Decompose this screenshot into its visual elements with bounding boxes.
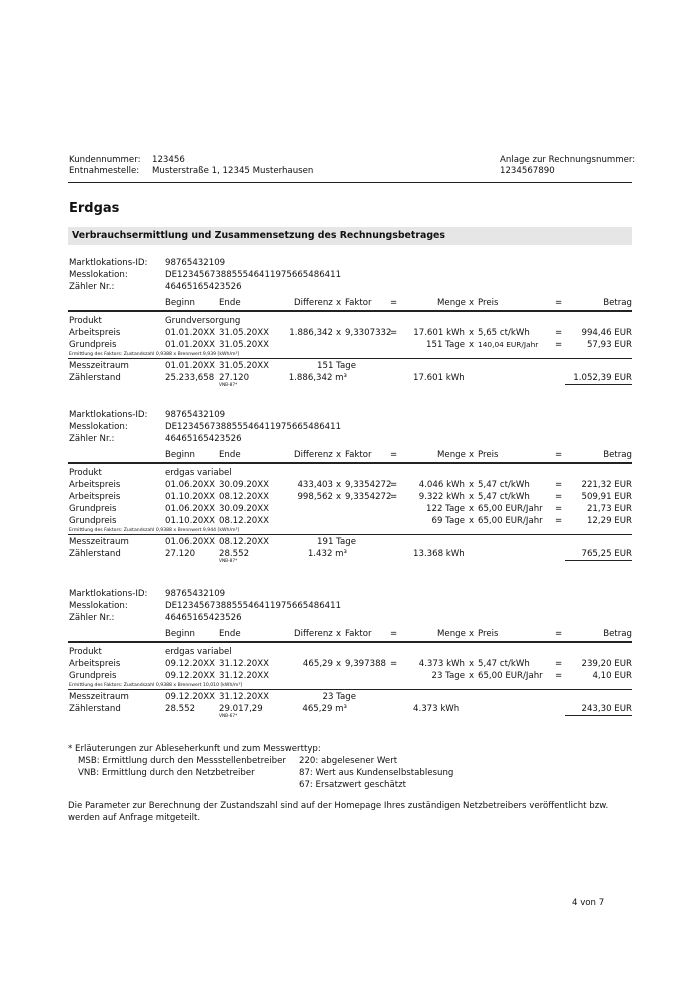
zaehlerstand-herkunft: VNB-67* [219,714,238,719]
price-row-label: Arbeitspreis [69,328,121,338]
zaehlerstand-differenz: 465,29 m³ [302,704,347,714]
price-row-menge: 23 Tage [431,671,465,681]
sum-underline [565,384,632,385]
price-row-x2: x [469,659,475,669]
sum-underline [565,560,632,561]
price-row-betrag: 509,91 EUR [581,492,632,502]
price-row-ende: 08.12.20XX [219,516,270,526]
price-row-faktor: 9,3354272 [345,480,392,490]
zaehler-value: 46465165423526 [165,613,242,623]
col-header-beginn: Beginn [165,298,195,308]
zaehlerstand-herkunft: VNB-87* [219,559,238,564]
price-row-x2: x [469,516,475,526]
price-row-eq: = [390,480,398,490]
price-row-eq: = [390,659,398,669]
price-row-betrag: 239,20 EUR [581,659,632,669]
price-row-beginn: 01.01.20XX [165,340,216,350]
col-header-menge: Menge [437,450,466,460]
price-row-ende: 30.09.20XX [219,504,270,514]
zaehlerstand-label: Zählerstand [69,549,121,559]
price-row-menge: 9.322 kWh [418,492,465,502]
price-row-x2: x [469,328,475,338]
faktor-note: Ermittlung des Faktors: Zustandszahl 0,9388 x Brennwert 10,010 [kWh/m³] [69,682,243,688]
produkt-label: Produkt [69,316,102,326]
marktlokation-value: 98765432109 [165,258,226,268]
price-row-menge: 17.601 kWh [413,328,465,338]
price-row-eq2: = [555,328,563,338]
col-header-menge: Menge [437,629,466,639]
price-row-eq2: = [555,504,563,514]
marktlokation-label: Marktlokations-ID: [69,410,148,420]
price-row-ende: 30.09.20XX [219,480,270,490]
price-row-x: x [336,492,342,502]
messzeitraum-ende: 08.12.20XX [219,537,270,547]
messzeitraum-beginn: 01.01.20XX [165,361,216,371]
messlokation-label: Messlokation: [69,601,128,611]
col-header-betrag: Betrag [603,629,632,639]
price-row-eq2: = [555,480,563,490]
footnote-vnb: VNB: Ermittlung durch den Netzbetreiber [78,768,255,778]
price-row-ende: 31.05.20XX [219,340,270,350]
faktor-note: Ermittlung des Faktors: Zustandszahl 0,9388 x Brennwert 9,939 [kWh/m³] [69,351,240,357]
sum-underline [565,715,632,716]
entnahme-value: Musterstraße 1, 12345 Musterhausen [152,166,314,176]
zaehlerstand-menge: 17.601 kWh [413,373,465,383]
price-row-label: Grundpreis [69,504,117,514]
section-bar [68,227,632,245]
col-header-preis: Preis [478,298,499,308]
price-row-eq: = [390,492,398,502]
messzeitraum-ende: 31.12.20XX [219,692,270,702]
price-row-preis: 65,00 EUR/Jahr [478,671,543,681]
zaehlerstand-ende: 27.120 [219,373,250,383]
messzeitraum-beginn: 09.12.20XX [165,692,216,702]
col-header-faktor: Faktor [345,629,372,639]
block-sum: 1.052,39 EUR [573,373,632,383]
footnote-title: * Erläuterungen zur Ableseherkunft und zum Messwerttyp: [68,744,321,754]
price-row-eq2: = [555,659,563,669]
messlokation-label: Messlokation: [69,422,128,432]
price-row-beginn: 09.12.20XX [165,671,216,681]
price-row-beginn: 01.06.20XX [165,504,216,514]
col-header-x: x [336,298,342,308]
col-header-differenz: Differenz [294,298,333,308]
price-row-x: x [336,659,342,669]
price-row-ende: 31.12.20XX [219,659,270,669]
header-divider [68,182,632,183]
faktor-divider [68,689,632,690]
faktor-divider [68,358,632,359]
kundennummer-label: Kundennummer: [69,155,141,165]
price-row-preis: 5,65 ct/kWh [478,328,530,338]
messzeitraum-label: Messzeitraum [69,361,129,371]
price-row-preis: 65,00 EUR/Jahr [478,504,543,514]
price-row-x2: x [469,671,475,681]
zaehlerstand-ende: 29.017,29 [219,704,263,714]
zaehlerstand-menge: 4.373 kWh [413,704,460,714]
col-header-differenz: Differenz [294,450,333,460]
parameter-note-line1: Die Parameter zur Berechnung der Zustandszahl sind auf der Homepage Ihres zuständigen Netzbetreibers veröffentlicht bzw. [68,801,609,811]
price-row-beginn: 01.06.20XX [165,480,216,490]
table-header-divider [68,462,632,464]
section-title: Erdgas [69,201,120,216]
zaehler-label: Zähler Nr.: [69,613,115,623]
price-row-eq2: = [555,516,563,526]
parameter-note-line2: werden auf Anfrage mitgeteilt. [68,813,201,823]
messzeitraum-label: Messzeitraum [69,692,129,702]
anlage-label: Anlage zur Rechnungsnummer: [500,155,636,165]
block-sum: 765,25 EUR [581,549,632,559]
zaehlerstand-menge: 13.368 kWh [413,549,465,559]
zaehler-value: 46465165423526 [165,282,242,292]
price-row-beginn: 01.10.20XX [165,516,216,526]
col-header-beginn: Beginn [165,450,195,460]
col-header-eq: = [390,298,398,308]
messzeitraum-tage: 191 Tage [317,537,356,547]
zaehlerstand-beginn: 27.120 [165,549,196,559]
col-header-eq2: = [555,298,563,308]
price-row-eq: = [390,328,398,338]
zaehlerstand-ende: 28.552 [219,549,250,559]
price-row-eq2: = [555,671,563,681]
marktlokation-value: 98765432109 [165,410,226,420]
produkt-value: Grundversorgung [165,316,241,326]
rechnungsnummer-value: 1234567890 [500,166,555,176]
price-row-preis: 140,04 EUR/Jahr [478,340,539,349]
marktlokation-label: Marktlokations-ID: [69,589,148,599]
zaehlerstand-differenz: 1.432 m³ [307,549,347,559]
price-row-menge: 4.046 kWh [418,480,465,490]
price-row-menge: 69 Tage [431,516,465,526]
price-row-faktor: 9,3354272 [345,492,392,502]
col-header-ende: Ende [219,298,241,308]
messlokation-label: Messlokation: [69,270,128,280]
price-row-x2: x [469,480,475,490]
col-header-ende: Ende [219,629,241,639]
price-row-differenz: 465,29 [302,659,333,669]
col-header-faktor: Faktor [345,298,372,308]
price-row-ende: 08.12.20XX [219,492,270,502]
zaehler-value: 46465165423526 [165,434,242,444]
marktlokation-value: 98765432109 [165,589,226,599]
price-row-ende: 31.05.20XX [219,328,270,338]
col-header-eq2: = [555,629,563,639]
table-header-divider [68,641,632,643]
messlokation-value: DE123456738855546411975665486411 [165,422,342,432]
zaehlerstand-beginn: 25.233,658 [165,373,215,383]
price-row-menge: 122 Tage [426,504,465,514]
col-header-x2: x [469,629,475,639]
price-row-x2: x [469,492,475,502]
price-row-eq2: = [555,340,563,350]
price-row-betrag: 57,93 EUR [586,340,632,350]
price-row-preis: 5,47 ct/kWh [478,659,530,669]
table-header-divider [68,310,632,312]
col-header-ende: Ende [219,450,241,460]
col-header-x: x [336,629,342,639]
price-row-menge: 151 Tage [426,340,465,350]
price-row-differenz: 1.886,342 [289,328,333,338]
faktor-divider [68,534,632,535]
price-row-beginn: 09.12.20XX [165,659,216,669]
section-bar-title: Verbrauchsermittlung und Zusammensetzung des Rechnungsbetrages [72,230,445,241]
price-row-faktor: 9,397388 [345,659,387,669]
price-row-ende: 31.12.20XX [219,671,270,681]
price-row-label: Arbeitspreis [69,659,121,669]
col-header-eq: = [390,450,398,460]
price-row-betrag: 994,46 EUR [581,328,632,338]
entnahme-label: Entnahmestelle: [69,166,140,176]
price-row-beginn: 01.10.20XX [165,492,216,502]
price-row-label: Grundpreis [69,671,117,681]
price-row-x2: x [469,340,475,350]
footnote-67: 67: Ersatzwert geschätzt [299,780,407,790]
col-header-menge: Menge [437,298,466,308]
zaehlerstand-label: Zählerstand [69,373,121,383]
col-header-beginn: Beginn [165,629,195,639]
price-row-betrag: 12,29 EUR [586,516,632,526]
messzeitraum-tage: 23 Tage [322,692,356,702]
produkt-value: erdgas variabel [165,647,232,657]
messlokation-value: DE123456738855546411975665486411 [165,601,342,611]
faktor-note: Ermittlung des Faktors: Zustandszahl 0,9388 x Brennwert 9,944 [kWh/m³] [69,527,240,533]
messzeitraum-tage: 151 Tage [317,361,356,371]
col-header-betrag: Betrag [603,298,632,308]
zaehler-label: Zähler Nr.: [69,434,115,444]
col-header-x2: x [469,450,475,460]
col-header-differenz: Differenz [294,629,333,639]
messzeitraum-label: Messzeitraum [69,537,129,547]
zaehlerstand-beginn: 28.552 [165,704,196,714]
zaehlerstand-herkunft: VNB-87* [219,383,238,388]
price-row-preis: 5,47 ct/kWh [478,480,530,490]
price-row-eq2: = [555,492,563,502]
produkt-label: Produkt [69,647,102,657]
footnote-220: 220: abgelesener Wert [299,756,398,766]
block-sum: 243,30 EUR [581,704,632,714]
produkt-value: erdgas variabel [165,468,232,478]
price-row-preis: 5,47 ct/kWh [478,492,530,502]
price-row-label: Arbeitspreis [69,480,121,490]
price-row-betrag: 4,10 EUR [592,671,632,681]
zaehler-label: Zähler Nr.: [69,282,115,292]
messlokation-value: DE123456738855546411975665486411 [165,270,342,280]
price-row-label: Grundpreis [69,516,117,526]
col-header-x: x [336,450,342,460]
page-number: 4 von 7 [572,898,605,908]
col-header-betrag: Betrag [603,450,632,460]
price-row-betrag: 21,73 EUR [586,504,632,514]
footnote-87: 87: Wert aus Kundenselbstablesung [299,768,454,778]
messzeitraum-ende: 31.05.20XX [219,361,270,371]
price-row-label: Arbeitspreis [69,492,121,502]
footnote-msb: MSB: Ermittlung durch den Messstellenbetreiber [78,756,286,766]
produkt-label: Produkt [69,468,102,478]
zaehlerstand-differenz: 1.886,342 m³ [288,373,347,383]
col-header-x2: x [469,298,475,308]
price-row-differenz: 998,562 [297,492,333,502]
kundennummer-value: 123456 [152,155,185,165]
col-header-eq2: = [555,450,563,460]
price-row-x: x [336,328,342,338]
price-row-betrag: 221,32 EUR [581,480,632,490]
col-header-faktor: Faktor [345,450,372,460]
marktlokation-label: Marktlokations-ID: [69,258,148,268]
col-header-eq: = [390,629,398,639]
price-row-menge: 4.373 kWh [418,659,465,669]
price-row-faktor: 9,3307332 [345,328,392,338]
price-row-x: x [336,480,342,490]
price-row-beginn: 01.01.20XX [165,328,216,338]
col-header-preis: Preis [478,629,499,639]
zaehlerstand-label: Zählerstand [69,704,121,714]
price-row-label: Grundpreis [69,340,117,350]
col-header-preis: Preis [478,450,499,460]
price-row-differenz: 433,403 [297,480,333,490]
price-row-x2: x [469,504,475,514]
price-row-preis: 65,00 EUR/Jahr [478,516,543,526]
messzeitraum-beginn: 01.06.20XX [165,537,216,547]
